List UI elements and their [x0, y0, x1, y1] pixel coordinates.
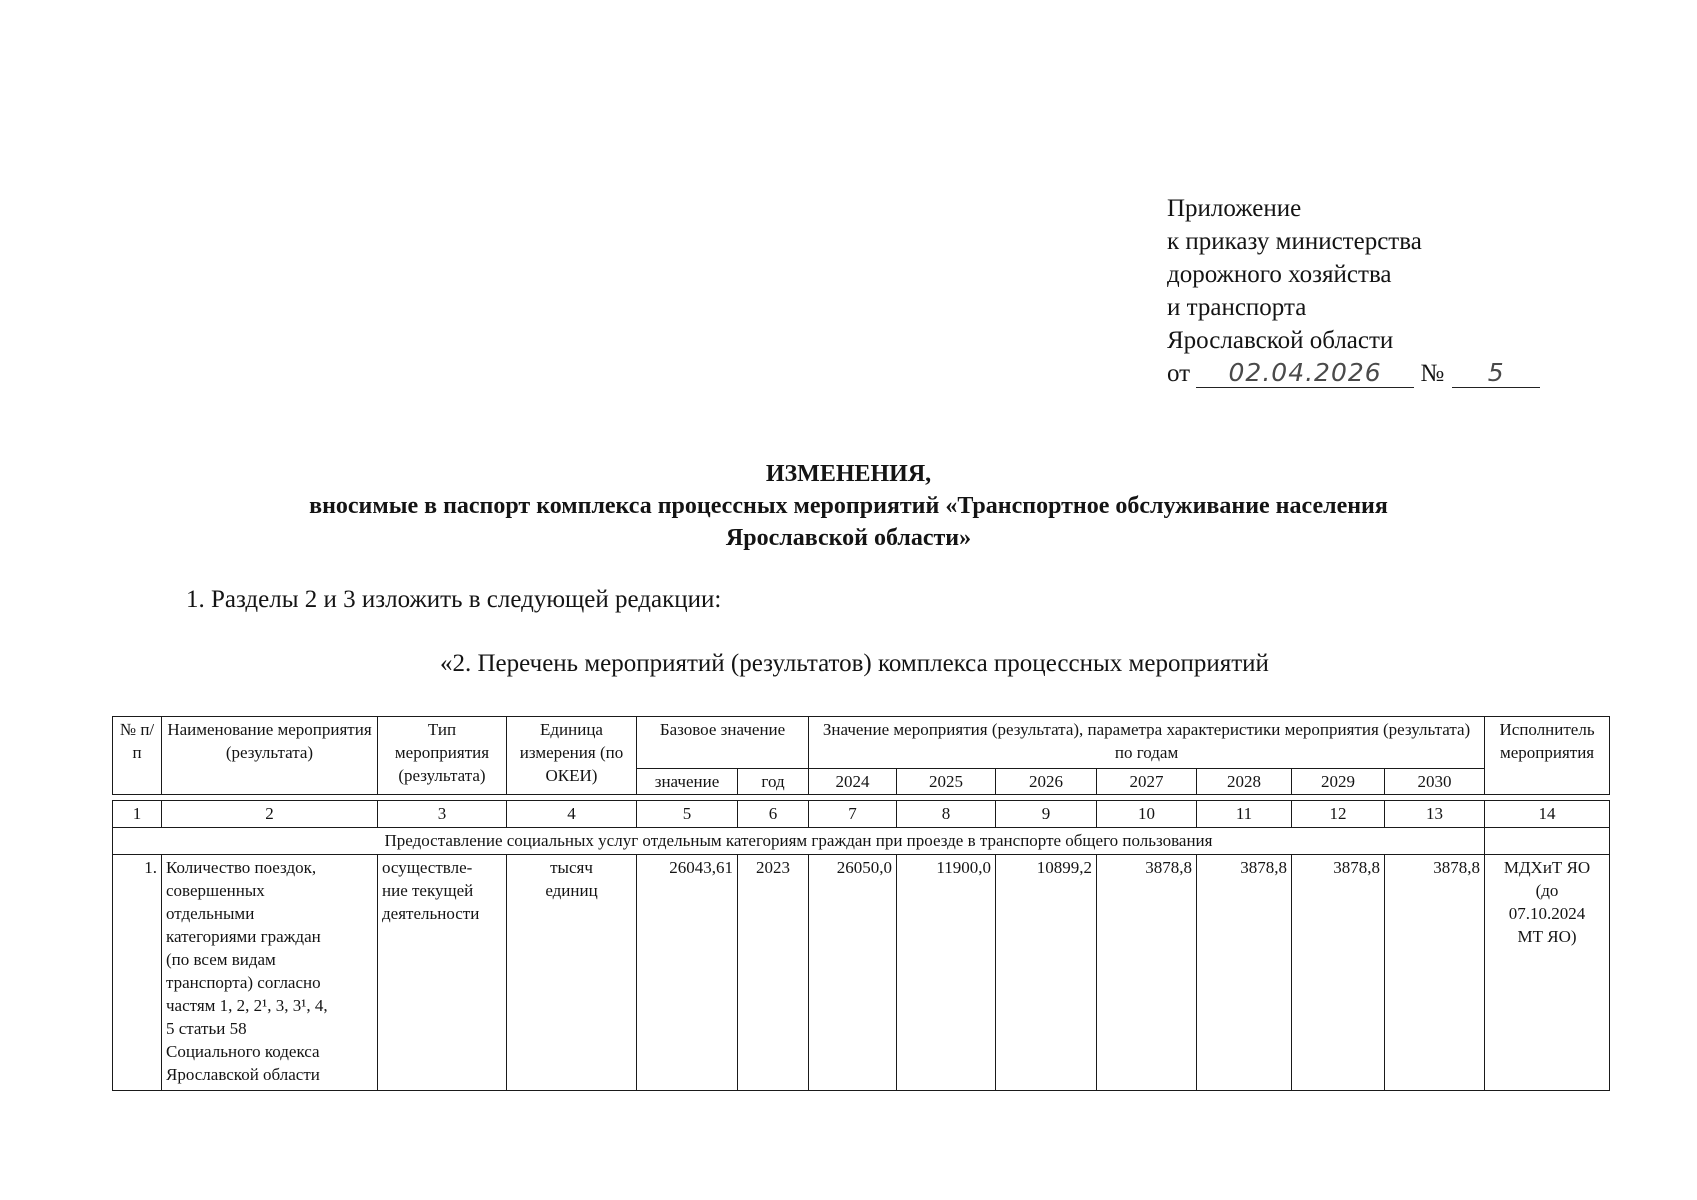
row-name-line: частям 1, 2, 2¹, 3, 3¹, 4, [166, 996, 328, 1015]
column-number: 14 [1485, 801, 1610, 828]
body-table [112, 800, 1610, 1091]
row-value: 3878,8 [1385, 855, 1485, 1091]
title-line-2: вносимые в паспорт комплекса процессных мероприятий «Транспортное обслуживание населения [309, 493, 1388, 519]
column-number: 8 [897, 801, 996, 828]
row-executor-line: 07.10.2024 [1508, 904, 1586, 923]
title-line-3: Ярославской области» [725, 525, 972, 551]
header-year: 2028 [1197, 769, 1292, 795]
row-value: 3878,8 [1292, 855, 1385, 1091]
row-base-value: 26043,61 [637, 855, 738, 1091]
row-type-line: ние текущей [382, 881, 474, 900]
column-number: 7 [809, 801, 897, 828]
header-unit: Единица измерения (по ОКЕИ) [507, 717, 637, 795]
column-number: 3 [378, 801, 507, 828]
row-name-line: Количество поездок, [166, 858, 317, 877]
column-number: 11 [1197, 801, 1292, 828]
row-num: 1. [113, 855, 162, 1091]
row-value: 10899,2 [996, 855, 1097, 1091]
appendix-line: Приложение [1167, 195, 1302, 222]
appendix-line: к приказу министерства [1167, 228, 1422, 255]
header-year: 2027 [1097, 769, 1197, 795]
appendix-line: и транспорта [1167, 294, 1307, 321]
title-line-1: ИЗМЕНЕНИЯ, [765, 461, 932, 487]
section-title: Предоставление социальных услуг отдельным категориям граждан при проезде в транспорте общего пользования [113, 828, 1485, 855]
number-prefix: № [1420, 360, 1445, 387]
header-year: 2029 [1292, 769, 1385, 795]
column-number: 1 [113, 801, 162, 828]
row-value: 26050,0 [809, 855, 897, 1091]
column-number: 13 [1385, 801, 1485, 828]
row-executor-line: (до [1535, 881, 1559, 900]
header-name: Наименование мероприятия (результата) [162, 717, 378, 795]
row-type-line: осуществле- [382, 858, 473, 877]
table-row [113, 855, 1610, 1091]
row-name-line: категориями граждан [166, 927, 321, 946]
row-unit-line: тысяч [550, 858, 593, 877]
row-executor-line: МТ ЯО) [1517, 927, 1577, 946]
column-number: 12 [1292, 801, 1385, 828]
row-name-line: Социального кодекса [166, 1042, 320, 1061]
column-number: 5 [637, 801, 738, 828]
row-name-line: транспорта) согласно [166, 973, 321, 992]
column-number: 6 [738, 801, 809, 828]
header-year: 2030 [1385, 769, 1485, 795]
row-name [162, 855, 378, 1091]
row-value: 3878,8 [1197, 855, 1292, 1091]
paragraph-1: 1. Разделы 2 и 3 изложить в следующей редакции: [186, 586, 722, 613]
header-table [112, 716, 1610, 795]
row-value: 11900,0 [897, 855, 996, 1091]
row-value: 3878,8 [1097, 855, 1197, 1091]
header-base-value: значение [637, 769, 738, 795]
row-executor-line: МДХиТ ЯО [1503, 858, 1591, 877]
row-name-line: (по всем видам [166, 950, 276, 969]
column-number: 10 [1097, 801, 1197, 828]
date-prefix: от [1167, 360, 1191, 387]
section-heading: «2. Перечень мероприятий (результатов) комплекса процессных мероприятий [440, 650, 1269, 677]
header-base-year: год [738, 769, 809, 795]
header-base: Базовое значение [637, 717, 809, 769]
column-number: 9 [996, 801, 1097, 828]
header-year: 2025 [897, 769, 996, 795]
row-name-line: 5 статьи 58 [166, 1019, 247, 1038]
row-type [378, 855, 507, 1091]
handwritten-date: 02.04.2026 [1196, 359, 1414, 388]
date-number-row [1167, 357, 1540, 390]
row-base-year: 2023 [738, 855, 809, 1091]
section-empty-cell [1485, 828, 1610, 855]
header-type: Тип мероприятия (результата) [378, 717, 507, 795]
header-executor: Исполнитель мероприятия [1485, 717, 1610, 795]
row-name-line: Ярославской области [166, 1065, 320, 1084]
appendix-block [1167, 192, 1540, 390]
row-name-line: совершенных [166, 881, 265, 900]
header-num: № п/п [113, 717, 162, 795]
row-type-line: деятельности [382, 904, 480, 923]
header-values-by-year: Значение мероприятия (результата), параметра характеристики мероприятия (результата) по годам [809, 717, 1485, 769]
document-title [0, 458, 1697, 554]
appendix-line: дорожного хозяйства [1167, 261, 1392, 288]
column-number: 4 [507, 801, 637, 828]
row-name-line: отдельными [166, 904, 255, 923]
column-number-row [113, 801, 1610, 828]
row-unit-line: единиц [545, 881, 598, 900]
header-year: 2024 [809, 769, 897, 795]
section-row [113, 828, 1610, 855]
handwritten-number: 5 [1452, 359, 1540, 388]
row-executor [1485, 855, 1610, 1091]
appendix-line: Ярославской области [1167, 327, 1394, 354]
header-year: 2026 [996, 769, 1097, 795]
row-unit [507, 855, 637, 1091]
column-number: 2 [162, 801, 378, 828]
